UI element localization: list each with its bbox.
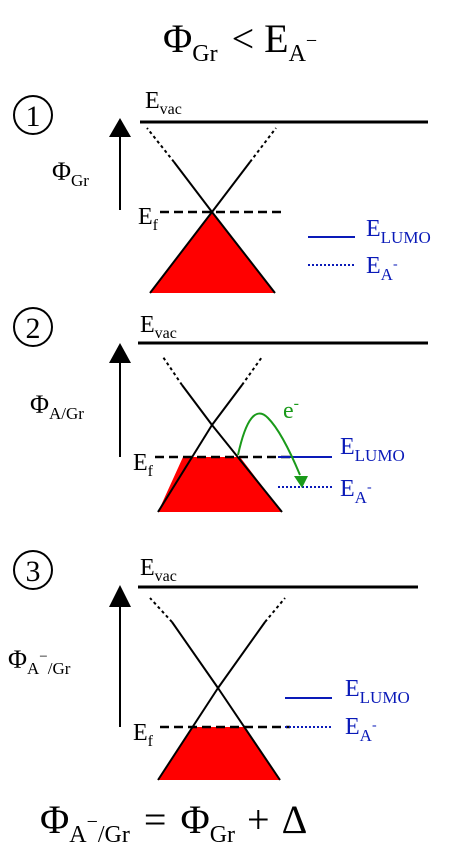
arrowhead-icon xyxy=(109,585,131,607)
anion-label-3: $E_A^-$ xyxy=(345,714,377,745)
arrowhead-icon xyxy=(109,343,131,363)
filled-valence-band-1 xyxy=(150,212,275,293)
lumo-label-3: $E_{LUMO}$ xyxy=(345,676,410,707)
conduction-cone-right-dotted-3 xyxy=(265,598,285,622)
arrowhead-icon xyxy=(294,476,308,488)
lumo-label-1: $E_{LUMO}$ xyxy=(366,216,431,247)
conduction-cone-left-3 xyxy=(172,622,218,688)
step-number-1: 1 xyxy=(25,100,41,133)
work-function-label-2: $\Phi_{A/Gr}$ xyxy=(30,390,84,423)
panel-3 xyxy=(8,551,418,780)
conduction-cone-right-1 xyxy=(212,162,250,212)
step-number-2: 2 xyxy=(25,312,41,345)
panel-2 xyxy=(14,308,428,512)
step-number-3: 3 xyxy=(25,555,41,588)
title: $\Phi_{Gr} < E_A^-$ xyxy=(163,16,318,67)
conduction-cone-left-1 xyxy=(174,162,212,212)
conduction-cone-left-dotted-2 xyxy=(163,357,182,385)
conduction-cone-left-dotted-3 xyxy=(150,598,172,622)
filled-valence-band-2 xyxy=(158,457,282,512)
fermi-label-3: $E_f$ xyxy=(133,720,153,750)
evac-label-1: $E_{vac}$ xyxy=(145,88,182,118)
equation: $\Phi_A^-_{/Gr} = \Phi_{Gr} + \Delta$ xyxy=(40,797,308,848)
work-function-label-3: $\Phi_A^-_{/Gr}$ xyxy=(8,645,71,678)
conduction-cone-left-2 xyxy=(182,385,212,425)
conduction-cone-right-2 xyxy=(212,385,242,425)
work-function-label-1: $\Phi_{Gr}$ xyxy=(52,157,89,190)
anion-label-1: $E_A^-$ xyxy=(366,253,398,284)
fermi-label-1: $E_f$ xyxy=(138,204,158,234)
evac-label-2: $E_{vac}$ xyxy=(140,312,177,342)
anion-label-2: $E_A^-$ xyxy=(340,476,372,507)
fermi-label-2: $E_f$ xyxy=(133,450,153,480)
conduction-cone-right-dotted-2 xyxy=(242,357,262,385)
conduction-cone-right-3 xyxy=(218,622,265,688)
arrowhead-icon xyxy=(109,118,131,137)
electron-label: e- xyxy=(283,395,299,424)
evac-label-3: $E_{vac}$ xyxy=(140,555,177,585)
conduction-cone-right-dotted-1 xyxy=(250,128,276,162)
panel-1 xyxy=(14,88,431,293)
lumo-label-2: $E_{LUMO}$ xyxy=(340,434,405,465)
conduction-cone-left-dotted-1 xyxy=(147,128,174,162)
